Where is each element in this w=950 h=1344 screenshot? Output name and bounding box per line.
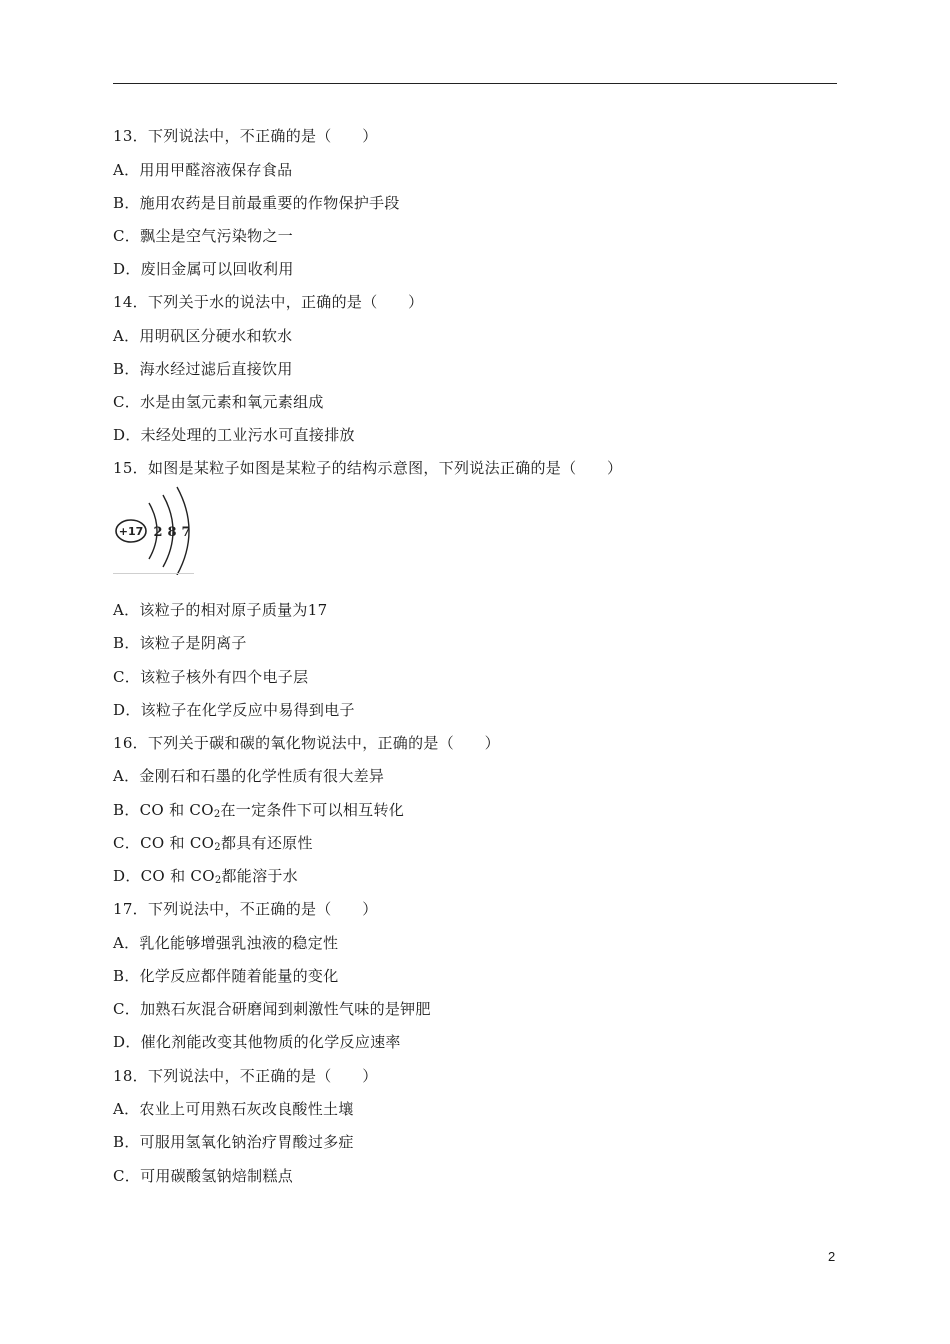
question-15-option-d: D．该粒子在化学反应中易得到电子	[113, 701, 355, 719]
question-13-option-a: A．用用甲醛溶液保存食品	[113, 161, 293, 179]
question-15-option-c: C．该粒子核外有四个电子层	[113, 668, 309, 686]
nucleus-charge: +17	[118, 525, 144, 538]
question-16-option-b	[113, 800, 404, 825]
question-17-option-a: A．乳化能够增强乳浊液的稳定性	[113, 934, 339, 952]
question-16-option-d	[113, 866, 298, 891]
question-13-option-b: B．施用农药是目前最重要的作物保护手段	[113, 194, 400, 212]
shell-2-electrons: 8	[167, 525, 177, 540]
question-17-option-d: D．催化剂能改变其他物质的化学反应速率	[113, 1033, 401, 1051]
question-13-option-c: C．飘尘是空气污染物之一	[113, 227, 294, 245]
question-17-stem: 17．下列说法中，不正确的是（ ）	[113, 900, 378, 918]
question-14-option-a: A．用明矾区分硬水和软水	[113, 327, 293, 345]
question-18-option-a: A．农业上可用熟石灰改良酸性土壤	[113, 1100, 354, 1118]
question-14-option-c: C．水是由氢元素和氧元素组成	[113, 393, 324, 411]
question-16-option-a: A．金刚石和石墨的化学性质有很大差异	[113, 767, 385, 785]
diagram-baseline	[113, 573, 194, 574]
question-13-stem: 13．下列说法中，不正确的是（ ）	[113, 127, 378, 145]
question-18-option-c: C．可用碳酸氢钠焙制糕点	[113, 1167, 294, 1185]
question-14-stem: 14．下列关于水的说法中，正确的是（ ）	[113, 293, 424, 311]
question-18-option-b: B．可服用氢氧化钠治疗胃酸过多症	[113, 1133, 354, 1151]
option-c-text: C．CO 和 CO	[113, 834, 215, 852]
question-16-option-c	[113, 833, 313, 858]
atomic-structure-diagram	[113, 485, 195, 575]
shell-1-electrons: 2	[153, 525, 163, 540]
question-14-option-d: D．未经处理的工业污水可直接排放	[113, 426, 355, 444]
option-b-text-end: 在一定条件下可以相互转化	[220, 801, 405, 819]
co2-subscript: 2	[214, 875, 222, 886]
question-15-option-b: B．该粒子是阴离子	[113, 634, 247, 652]
option-b-text: B．CO 和 CO	[113, 801, 214, 819]
question-13-option-d: D．废旧金属可以回收利用	[113, 260, 294, 278]
question-14-option-b: B．海水经过滤后直接饮用	[113, 360, 293, 378]
option-d-text: D．CO 和 CO	[113, 867, 215, 885]
question-17-option-c: C．加熟石灰混合研磨闻到刺激性气味的是钾肥	[113, 1000, 431, 1018]
co2-subscript: 2	[213, 809, 221, 820]
question-18-stem: 18．下列说法中，不正确的是（ ）	[113, 1067, 378, 1085]
option-c-text-end: 都具有还原性	[220, 834, 313, 852]
question-15-stem: 15．如图是某粒子如图是某粒子的结构示意图，下列说法正确的是（ ）	[113, 459, 623, 477]
question-15-option-a: A．该粒子的相对原子质量为17	[113, 601, 328, 619]
question-16-stem: 16．下列关于碳和碳的氧化物说法中，正确的是（ ）	[113, 734, 500, 752]
page-number: 2	[828, 1249, 836, 1264]
co2-subscript: 2	[214, 842, 221, 853]
question-17-option-b: B．化学反应都伴随着能量的变化	[113, 967, 339, 985]
header-rule	[113, 83, 837, 84]
option-d-text-end: 都能溶于水	[221, 867, 298, 885]
shell-3-electrons: 7	[181, 525, 191, 540]
